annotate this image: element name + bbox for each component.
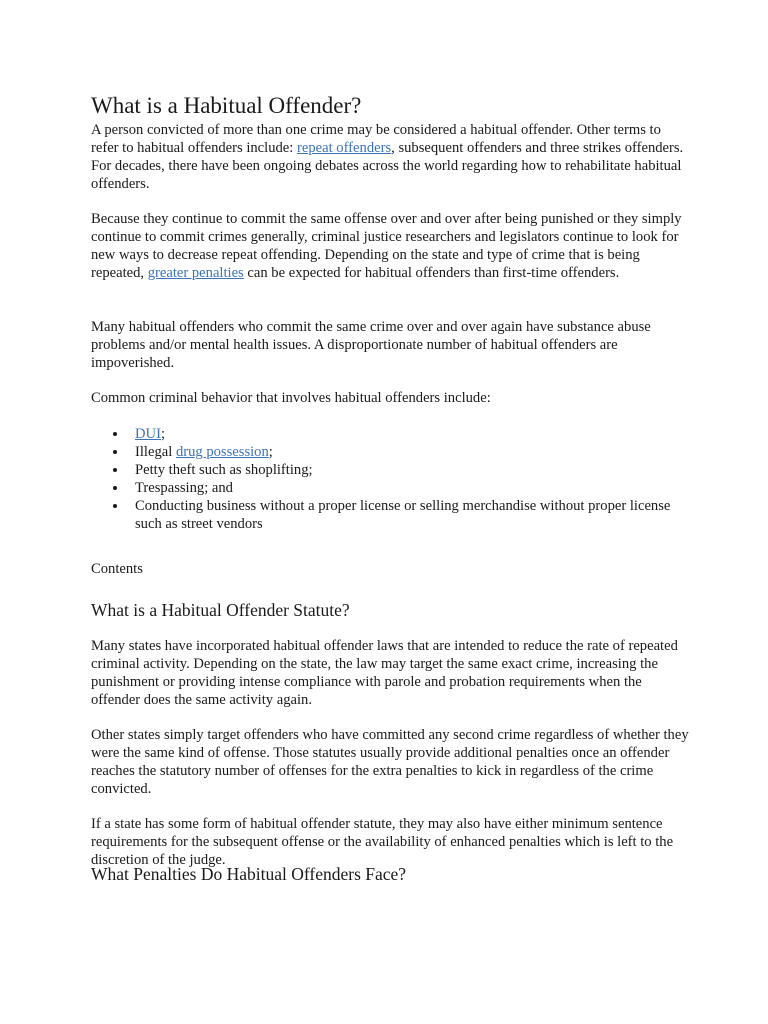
statute-paragraph-3: If a state has some form of habitual offender statute, they may also have either minimum sentence requirements for the subsequent offense or the availability of enhanced penalties which is left to the discretion of the judge. (91, 816, 674, 868)
list-item-suffix: ; (160, 426, 166, 442)
dui-link[interactable]: DUI (135, 426, 161, 442)
list-item (91, 443, 691, 461)
repeat-offenders-link[interactable]: repeat offenders (297, 140, 392, 156)
statute-paragraph-2: Other states simply target offenders who have committed any second crime regardless of whether they were the same kind of offense. Those statutes usually provide additional penalties once an offender reaches the statutory number of offenses for the extra penalties to kick in regardless of the crime convicted. (91, 727, 689, 797)
contents-label: Contents (91, 561, 143, 577)
bullet-icon (113, 450, 117, 454)
list-item (91, 497, 691, 533)
bullet-icon (113, 468, 117, 472)
list-item-text: Conducting business without a proper license or selling merchandise without proper license such as street vendors (135, 498, 671, 532)
list-item (91, 461, 691, 479)
intro-text-after: , subsequent offenders and three strikes offenders. For decades, there have been ongoing debates across the world regarding how to rehabilitate habitual offenders. (91, 140, 684, 192)
bullet-icon (113, 432, 117, 436)
drug-possession-link[interactable]: drug possession (175, 444, 269, 460)
para2-text-after: can be expected for habitual offenders than first-time offenders. (243, 265, 620, 281)
bullet-icon (113, 486, 117, 490)
substance-abuse-paragraph: Many habitual offenders who commit the same crime over and over again have substance abuse problems and/or mental health issues. A disproportionate number of habitual offenders are impoverished. (91, 319, 651, 371)
list-item-suffix: ; (268, 444, 273, 460)
intro-text-before: A person convicted of more than one crime may be considered a habitual offender. Other terms to refer to habitual offenders include: (91, 122, 661, 156)
list-item-text: Trespassing; and (135, 480, 233, 496)
list-item-text: Petty theft such as shoplifting; (135, 462, 313, 478)
statute-section-heading: What is a Habitual Offender Statute? (91, 600, 350, 620)
bullet-icon (113, 504, 117, 508)
list-item-prefix: Illegal (135, 444, 176, 460)
criminal-behavior-list (91, 425, 691, 533)
statute-paragraph-1: Many states have incorporated habitual offender laws that are intended to reduce the rate of repeated criminal activity. Depending on the state, the law may target the same exact crime, increasing the punishment or providing intense compliance with parole and probation requirements when the offender does the same activity again. (91, 638, 678, 708)
para2-text-before: Because they continue to commit the same offense over and over after being punished or they simply continue to commit crimes generally, criminal justice researchers and legislators continue to look for new ways to decrease repeat offending. Depending on the state and type of crime that is being repeated, (91, 211, 682, 281)
list-item (91, 479, 691, 497)
repeat-offending-paragraph (91, 210, 691, 282)
penalties-section-heading: What Penalties Do Habitual Offenders Face? (91, 864, 407, 884)
common-behavior-paragraph: Common criminal behavior that involves habitual offenders include: (91, 390, 491, 406)
list-item (91, 425, 691, 443)
intro-paragraph (91, 121, 691, 193)
greater-penalties-link[interactable]: greater penalties (147, 265, 244, 281)
page-title: What is a Habitual Offender? (91, 93, 362, 118)
